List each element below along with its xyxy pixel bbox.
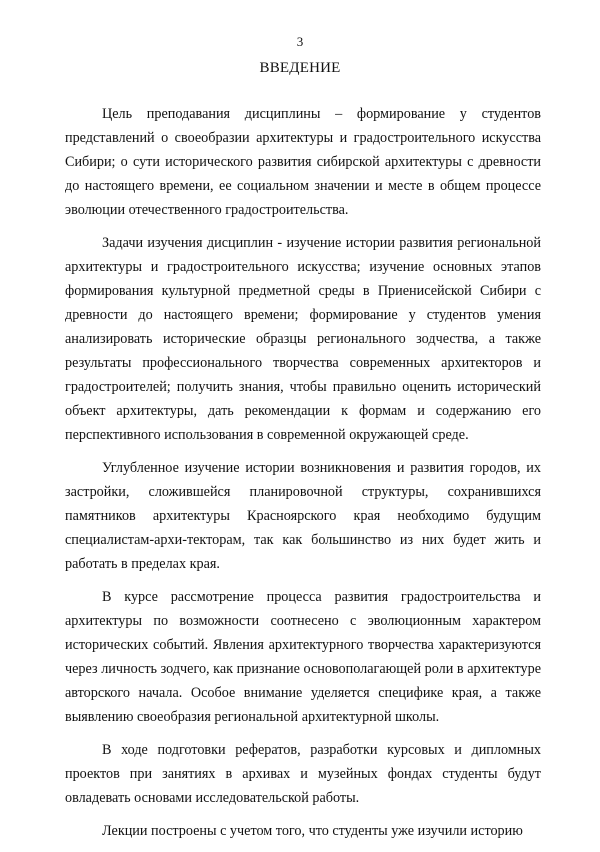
- paragraph-goal: Цель преподавания дисциплины – формирование у студентов представлений о своеобразии архитектуры и градостроительного искусства Сибири; о сути исторического развития сибирской архитектуры с древности до настоящего времени, ее социальном значении и месте в общем процессе эволюции отечественного градостроительства.: [65, 106, 541, 218]
- paragraph-course-approach: В курсе рассмотрение процесса развития градостроительства и архитектуры по возможности соотнесено с эволюционным характером исторических событий. Явления архитектурного творчества характеризуются через личность зодчего, как признание основополагающей роли в архитектуре авторского начала. Особое внимание уделяется специфике края, а также выявлению своеобразия региональной архитектурной школы.: [65, 589, 541, 725]
- paragraph-tasks: Задачи изучения дисциплин - изучение истории развития региональной архитектуры и градостроительного искусства; изучение основных этапов формирования культурной предметной среды в Приенисейской Сибири с древности до настоящего времени; формирование у студентов умения анализировать исторические образцы регионального зодчества, а также результаты профессионального творчества современных архитекторов и градостроителей; получить знания, чтобы правильно оценить исторический объект архитектуры, дать рекомендации к формам и содержанию его перспективного использования в современной окружающей среде.: [65, 235, 541, 443]
- page-number: 3: [296, 34, 304, 49]
- section-heading: ВВЕДЕНИЕ: [259, 60, 341, 76]
- paragraph-research-work: В ходе подготовки рефератов, разработки курсовых и дипломных проектов при занятиях в архивах и музейных фондах студенты будут овладевать основами исследовательской работы.: [65, 742, 541, 806]
- paragraph-city-history: Углубленное изучение истории возникновения и развития городов, их застройки, сложившейся планировочной структуры, сохранившихся памятников архитектуры Красноярского края необходимо будущим специалистам-архи-текторам, так как большинство из них будет жить и работать в пределах края.: [65, 460, 541, 572]
- body-text: [65, 102, 541, 852]
- paragraph-lectures: Лекции построены с учетом того, что студенты уже изучили историю: [102, 823, 523, 839]
